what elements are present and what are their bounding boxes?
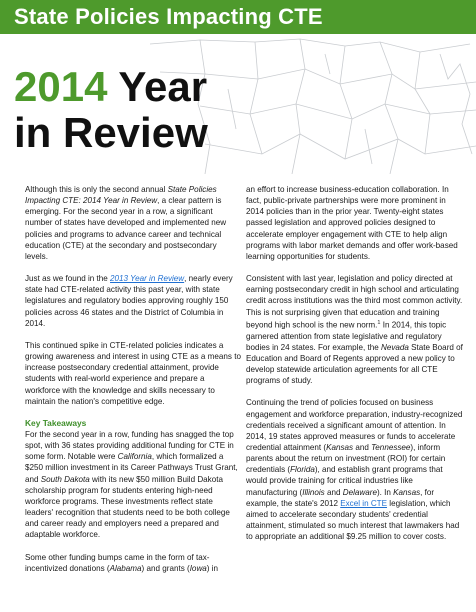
paragraph-partnerships: an effort to increase business-education collaboration. In fact, public-private partnerships were more prominent in 2014 policies than in the prior year. Twenty-eight states passed legislation and approved policies designed to accelerate employer engagement with CTE to help align programs with labor market demands and offer work-based learning opportunities for students. [246,185,458,261]
paragraph-spike: This continued spike in CTE-related policies indicates a growing awareness and interest in using CTE as a means to increase postsecondary credential attainment, provide students with real-world experience and prepare a workforce with the knowledge and skills necessary to maintain the nation's competitive edge. [25,340,241,406]
state-name: Nevada [380,342,409,352]
text-run: Just as we found in the [25,274,111,284]
text-run: ) in [206,563,219,573]
text-run: and [324,487,343,497]
text-run: For the second year in a row, funding has snagged the top spot, with 36 states providing additional funding for CTE in some form. Notable were [25,429,234,462]
text-run: , for example, the state's 2012 [246,487,435,508]
banner-title: State Policies Impacting CTE [14,4,323,29]
link-excel-in-cte[interactable]: Excel in CTE [340,498,388,508]
text-run: with its new $50 million Build Dakota scholarship program for students entering high-need workforce programs. These investments reflect state leaders' recognition that students need to be both college and career ready and employers need a prepared and adaptable workforce. [25,474,230,540]
paragraph-2013-review [25,273,241,329]
state-name: Iowa [189,563,207,573]
state-name: Tennessee [371,442,411,452]
text-run: and [353,442,372,452]
paragraph-funding-bumps [25,552,241,574]
intro-paragraph [25,184,241,262]
text-run: State Board of Education and Board of Regents approved a new policy to develop statewide articulation agreements for all CTE programs of study. [246,342,463,386]
state-name: California [117,452,152,462]
text-run: Although this is only the second annual [25,185,168,194]
text-run: Some other funding bumps came in the form of tax-incentivized donations ( [25,552,210,573]
heading-text: Key Takeaways [25,417,87,428]
state-name: Illinois [302,487,325,497]
footnote-marker: 1 [377,319,381,326]
link-2013-year-in-review[interactable]: 2013 Year in Review [110,274,185,284]
header-banner [0,0,476,34]
text-run: ) and grants ( [141,563,190,573]
text-run: ), and establish grant programs that would provide training for critical industries like manufacturing ( [246,465,443,497]
state-name: Alabama [109,563,142,573]
paragraph-funding [25,429,241,541]
state-name: Florida [290,465,315,475]
text-run: legislation, which aimed to accelerate secondary students' credential attainment, stimulated so much interest that lawmakers had to appropriate an additional $9.25 million to cover costs. [246,498,460,542]
state-name: Kansas [326,442,354,452]
text-run: Continuing the trend of policies focused on business engagement and workforce preparation, industry-recognized credentials received a significant amount of attention. In 2014, 19 states approved measures or funds to accelerate credential attainment ( [246,398,463,452]
text-run: , which formalized a $250 million investment in its Career Pathways Trust Grant, and [25,452,238,484]
page-title-line-1 [14,64,207,110]
page-title-line-2: in Review [14,109,208,156]
title-year-suffix: Year [107,63,208,110]
text-run: , nearly every state had CTE-related activity this past year, with state legislatures and regulatory bodies approving roughly 150 policies across 46 states and the District of Columbia in 2014. [25,274,233,328]
state-name: South Dakota [40,474,90,484]
title-year: 2014 [14,63,108,110]
right-column [246,184,464,542]
state-name: Delaware [342,487,377,497]
text-run: ). In [376,487,394,497]
report-title-italic: State Policies Impacting CTE: 2014 Year in Review [25,185,217,206]
text-run: ), inform parents about the return on investment (ROI) for certain credentials ( [246,442,446,475]
state-name: Kansas [393,487,421,497]
paragraph-credentials [246,397,464,542]
left-column [25,184,241,574]
text-run: , a clear pattern is emerging. For the second year in a row, a significant number of states have developed and implemented new policies and programs to advance career and technical education (CTE) at the secondary and postsecondary levels. [25,196,227,261]
key-takeaways-heading [25,418,241,429]
text-run: Consistent with last year, legislation and policy directed at earning postsecondary credit in high school and articulating credit across institutions was the third most common activity. This is not surprising given that education and training beyond high school is the new norm. [246,274,463,330]
text-run: In 2014, this topic garnered attention from state legislative and regulatory bodies in 24 states. For example, the [246,320,447,352]
paragraph-credit [246,273,464,386]
